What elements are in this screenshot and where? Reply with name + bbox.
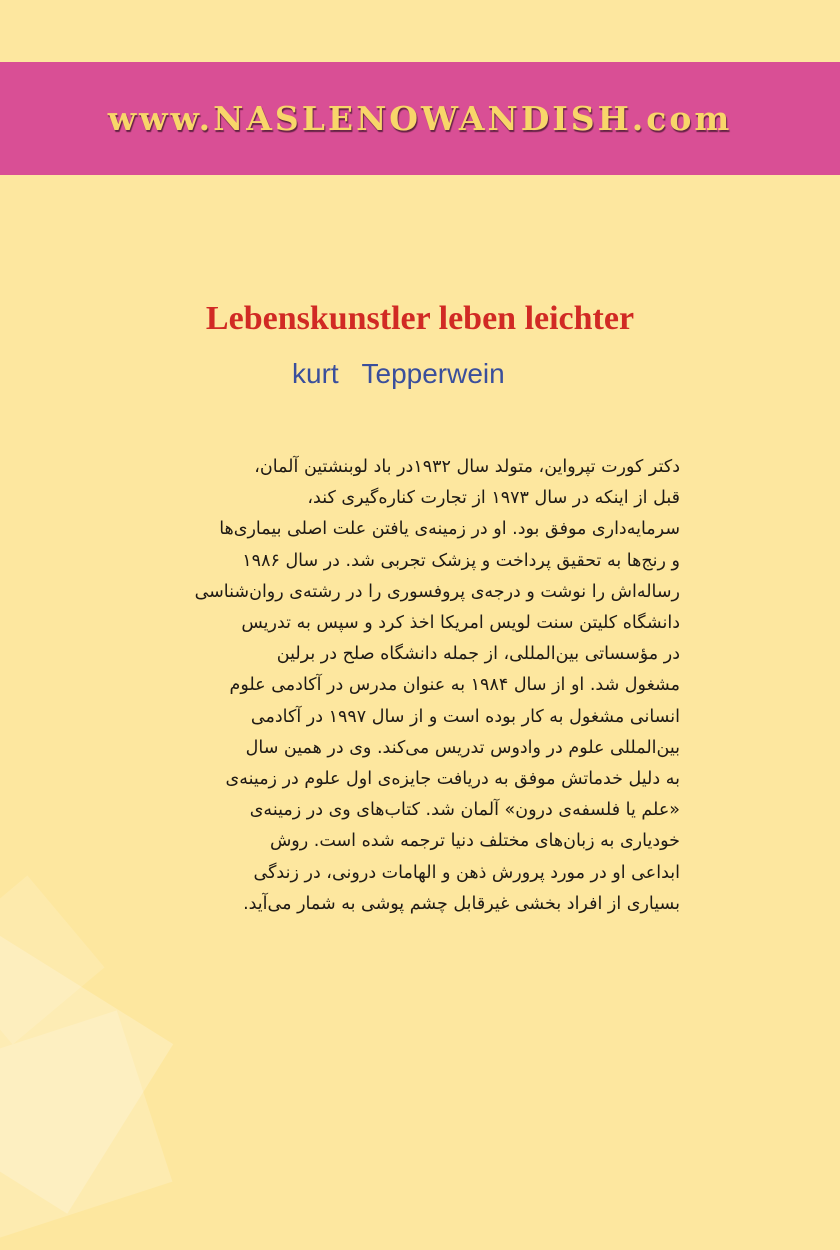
bio-line: مشغول شد. او از سال ۱۹۸۴ به عنوان مدرس در آکادمی علوم xyxy=(229,675,680,696)
bio-line: دکتر کورت تپرواین، متولد سال ۱۹۳۲در باد لوبنشتین آلمان، xyxy=(254,457,680,477)
bio-line: به دلیل خدماتش موفق به دریافت جایزه‌ی اول علوم در زمینه‌ی xyxy=(225,769,680,790)
header-banner xyxy=(0,62,840,175)
bio-line: انسانی مشغول به کار بوده است و از سال ۱۹۹۷ در آکادمی xyxy=(250,706,680,727)
author-biography xyxy=(160,452,680,920)
background-light-shape xyxy=(0,906,173,1213)
site-url[interactable]: www.NASLENOWANDISH.com xyxy=(107,99,733,138)
background-light-shape xyxy=(0,875,105,1044)
bio-line: بین‌المللی علوم در وادوس تدریس می‌کند. وی در همین سال xyxy=(245,737,680,758)
bio-line: «علم یا فلسفه‌ی درون» آلمان شد. کتاب‌های وی در زمینه‌ی xyxy=(249,800,680,821)
book-title: Lebenskunstler leben leichter xyxy=(205,300,635,337)
bio-line: قبل از اینکه در سال ۱۹۷۳ از تجارت کناره‌گیری کند، xyxy=(307,488,680,509)
bio-line: ابداعی او در مورد پرورش ذهن و الهامات درونی، در زندگی xyxy=(253,862,680,883)
bio-line: رساله‌اش را نوشت و درجه‌ی پروفسوری را در رشته‌ی روان‌شناسی xyxy=(194,581,680,602)
bio-line: دانشگاه کلیتن سنت لویس امریکا اخذ کرد و سپس به تدریس xyxy=(241,613,680,634)
book-author: kurt Tepperwein xyxy=(292,358,505,389)
bio-line: سرمایه‌داری موفق بود. او در زمینه‌ی یافتن علت اصلی بیماری‌ها xyxy=(219,519,680,540)
bio-line: بسیاری از افراد بخشی غیرقابل چشم پوشی به شمار می‌آید. xyxy=(243,893,680,914)
bio-line: و رنج‌ها به تحقیق پرداخت و پزشک تجربی شد. در سال ۱۹۸۶ xyxy=(242,550,680,571)
bio-line: در مؤسساتی بین‌المللی، از جمله دانشگاه صلح در برلین xyxy=(276,644,680,665)
bio-line: خودیاری به زبان‌های مختلف دنیا ترجمه شده است. روش xyxy=(269,831,680,852)
background-light-shape xyxy=(0,1010,172,1249)
